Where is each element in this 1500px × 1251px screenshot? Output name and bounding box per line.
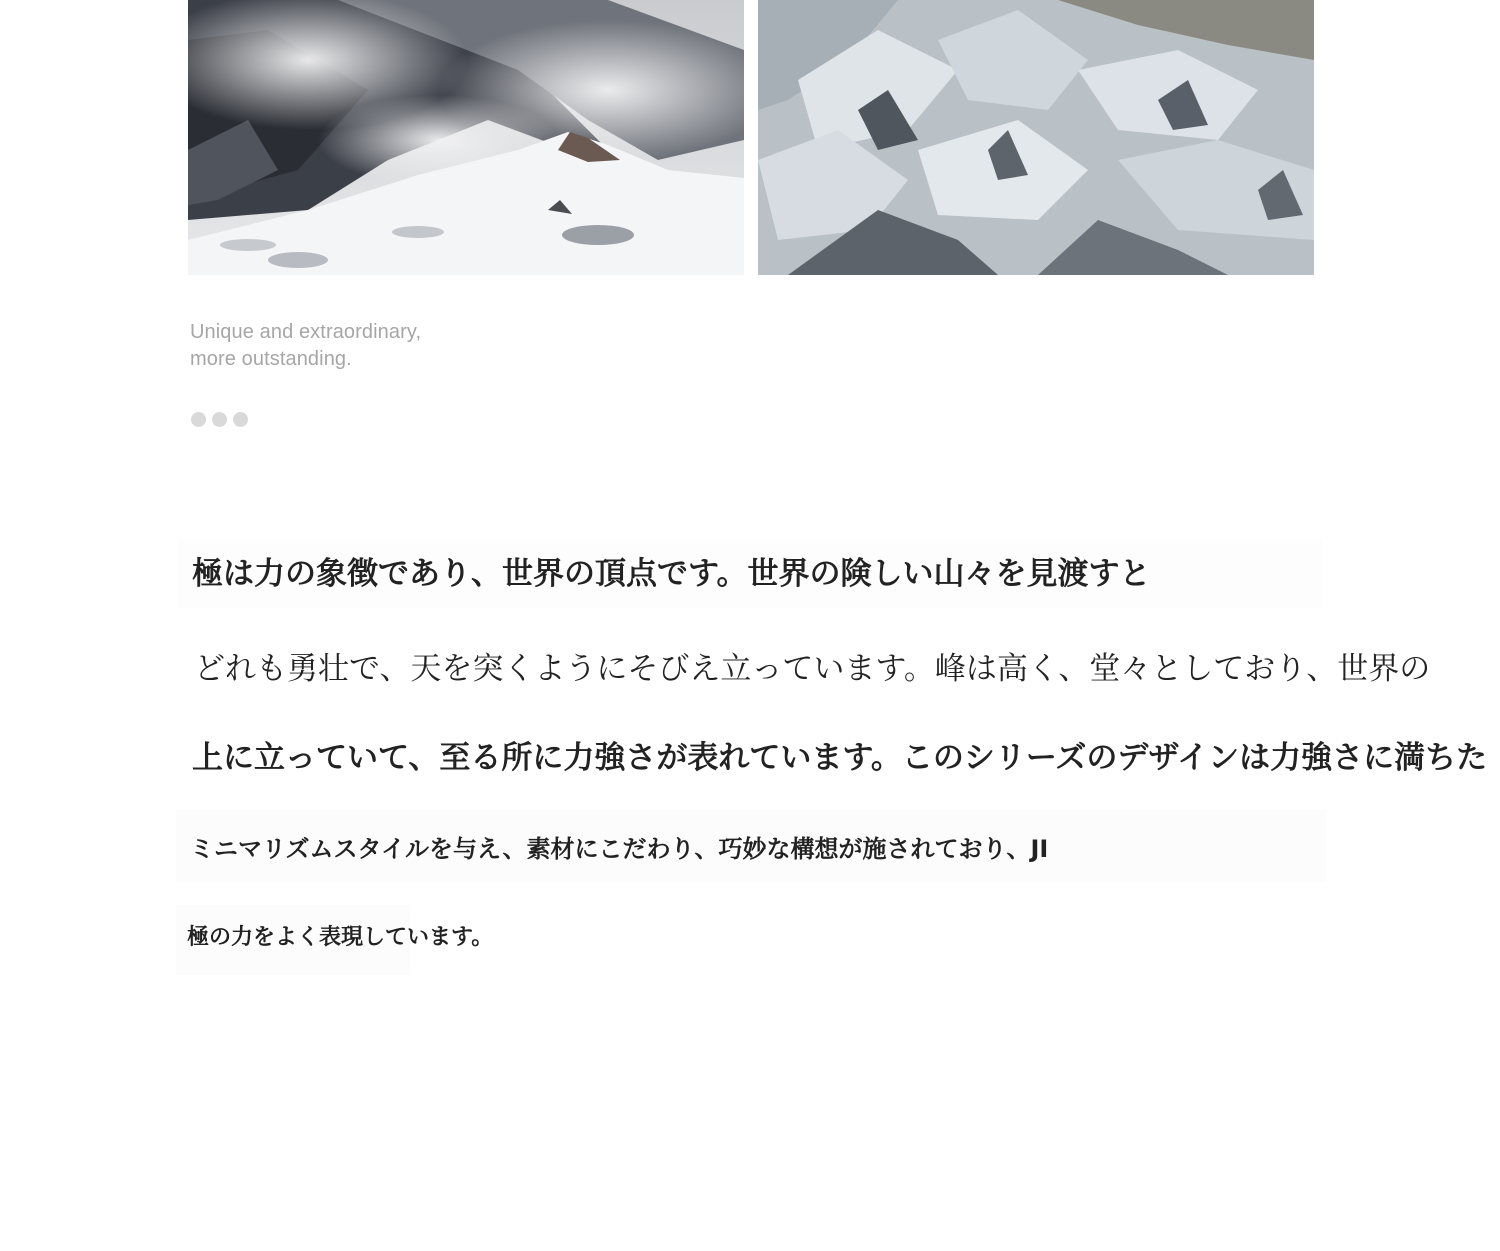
description-line-2: どれも勇壮で、天を突くようにそびえ立っています。峰は高く、堂々としており、世界の	[194, 651, 1431, 687]
description-line-4: ミニマリズムスタイルを与え、素材にこだわり、巧妙な構想が施されており、JI	[176, 810, 1326, 882]
description-line-5: 極の力をよく表現しています。	[176, 905, 410, 975]
tagline-line-2: more outstanding.	[190, 348, 352, 370]
description-line-1: 極は力の象徴であり、世界の頂点です。世界の険しい山々を見渡すと	[178, 540, 1322, 608]
description-line-3: 上に立っていて、至る所に力強さが表れています。このシリーズのデザインは力強さに満ちた	[192, 740, 1488, 776]
tagline-line-1: Unique and extraordinary,	[190, 321, 422, 343]
